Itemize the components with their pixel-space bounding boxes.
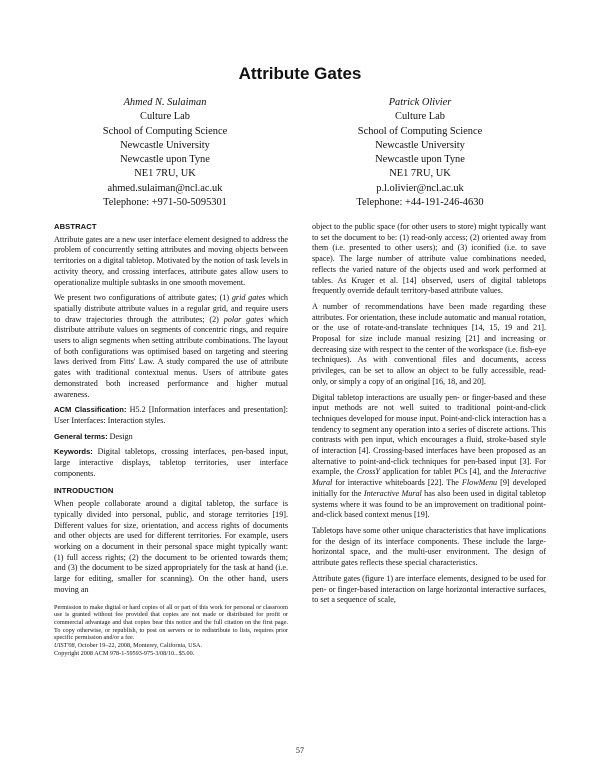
- text-run: Digital tabletop interactions are usually pen- or finger-based and these input methods are not well suited to traditional point-and-click techniques developed for mouse input. Point-and-click interaction has a tendency to segment any operation into a series of discrete actions. This contrasts with pen input, which encourages a fluid, stroke-based style of interaction [4]. Crossing-based interfaces have been proposed as an alternative to point-and-click techniques for pen-based input [3]. For example, the: [312, 392, 546, 477]
- author-postcode: NE1 7RU, UK: [389, 168, 451, 180]
- author-city: Newcastle upon Tyne: [120, 154, 210, 166]
- author-lab: Culture Lab: [140, 111, 190, 123]
- author-university: Newcastle University: [375, 139, 465, 151]
- acm-label: ACM Classification:: [54, 405, 127, 415]
- text-run: [9] developed initially for the: [312, 478, 546, 498]
- general-terms-label: General terms:: [54, 431, 108, 441]
- abstract-heading: ABSTRACT: [54, 222, 97, 231]
- term-polar-gates: polar gates: [223, 314, 264, 324]
- author-name: Ahmed N. Sulaiman: [123, 97, 207, 108]
- introduction-heading: INTRODUCTION: [54, 486, 114, 496]
- author-university: Newcastle University: [120, 139, 210, 151]
- text-run: We present two configurations of attribute gates; (1): [54, 293, 232, 303]
- venue-name: UIST'08: [54, 642, 75, 650]
- left-column: [54, 222, 288, 657]
- author-phone: Telephone: +44-191-246-4630: [356, 197, 484, 209]
- permission-text: Permission to make digital or hard copies of all or part of this work for personal or classroom use is granted without fee provided that copies are not made or distributed for profit or commercial advantage and that copies bear this notice and the full citation on the first page. To copy otherwise, or republish, to post on servers or to redistribute to lists, requires prior specific permission and/or a fee.: [54, 603, 288, 642]
- keywords: [54, 447, 288, 479]
- body-paragraph-4: Tabletops have some other unique characteristics that have implications for the design of its interface components. These include the large-horizontal space, and the multi-user environment. The design of attribute gates reflects these special characteristics.: [312, 525, 546, 568]
- author-block-1: [50, 96, 280, 210]
- body-paragraph-3: [312, 393, 546, 521]
- abstract-paragraph-2: [54, 293, 288, 400]
- author-block-2: [305, 96, 535, 210]
- author-name: Patrick Olivier: [388, 97, 452, 108]
- keywords-text: Digital tabletops, crossing interfaces, pen-based input, large interactive displays, tabletop territories, user interface components.: [54, 447, 288, 478]
- text-run: application for tablet PCs [4], and the: [379, 467, 511, 477]
- text-run: has also been used in digital tabletop systems where it was found to be an improvement on traditional point-and-click based context menus [19].: [312, 488, 546, 520]
- text-run: which spatially distribute attribute values in a regular grid, and require users to draw trajectories through the attributes; (2): [54, 293, 288, 324]
- permission-notice: [54, 604, 288, 658]
- venue-details: , October 19–22, 2008, Monterey, California, USA.: [74, 642, 203, 650]
- term-interactive-mural: Interactive Mural: [363, 488, 422, 498]
- term-flowmenu: FlowMenu: [461, 478, 498, 488]
- author-city: Newcastle upon Tyne: [375, 154, 465, 166]
- author-postcode: NE1 7RU, UK: [134, 168, 196, 180]
- introduction-paragraph-1: When people collaborate around a digital tabletop, the surface is typically divided into personal, public, and storage territories [19]. Different values for size, orientation, and access rights of documents and other objects are used for different territories. For example, users working on a document in their personal space might typically want: (1) full access rights; (2) the document to be oriented towards them; and (3) the document to be sized appropriately for the task at hand (i.e. large for editing, smaller for scanning). On the other hand, users moving an: [54, 499, 288, 594]
- author-school: School of Computing Science: [357, 125, 483, 137]
- body-paragraph-5: Attribute gates (figure 1) are interface elements, designed to be used for pen- or finger-based interaction on large horizontal interactive surfaces, to set a sequence of scale,: [312, 573, 546, 605]
- body-paragraph-1: object to the public space (for other users to store) might typically want to set the document to be: (1) read-only access; (2) oriented away from them (i.e. presented to other users); and (3) iconified (i.e. to save space). The large number of attribute value combinations needed, reflects the varied nature of the objects used and work performed at tables. As Kruger et al. [14] observed, users of digital tabletops frequently override default territory-based attribute values.: [312, 222, 546, 296]
- term-interactive-mural: Interactive Mural: [312, 467, 546, 488]
- page-number: 57: [295, 746, 305, 755]
- term-grid-gates: grid gates: [231, 293, 266, 303]
- author-email: p.l.olivier@ncl.ac.uk: [376, 182, 464, 194]
- right-column: [312, 222, 546, 606]
- term-crossy: CrossY: [356, 467, 380, 477]
- author-lab: Culture Lab: [395, 111, 445, 123]
- author-school: School of Computing Science: [102, 125, 228, 137]
- general-terms-text: Design: [107, 431, 133, 441]
- abstract-paragraph-1: Attribute gates are a new user interface element designed to address the problem of concurrently setting attributes and moving objects between territories on a digital tabletop. Motivated by the notion of task levels in activity theory, and crossing interfaces, attribute gates allow users to operationalize multiple subtasks in one smooth movement.: [54, 234, 288, 287]
- text-run: for interactive whiteboards [22]. The: [332, 478, 462, 488]
- paper-title: Attribute Gates: [238, 64, 362, 83]
- acm-text: H5.2 [Information interfaces and presentation]: User Interfaces: Interaction styles.: [54, 405, 288, 425]
- venue-line: [54, 642, 288, 650]
- general-terms: [54, 432, 288, 443]
- keywords-label: Keywords:: [54, 447, 93, 457]
- copyright-line: Copyright 2008 ACM 978-1-59593-975-3/08/10...$5.00.: [54, 649, 195, 657]
- author-phone: Telephone: +971-50-5095301: [103, 197, 227, 209]
- text-run: which distribute attribute values on segments of concentric rings, and require users to align segments when setting attribute combinations. The layout of both configurations was optimised based on targeting and steering laws derived from Fitts' Law. A study compared the use of attribute gates with traditional contextual menus. Users of attribute gates demonstrated both increased performance and higher mutual awareness.: [54, 314, 289, 399]
- acm-classification: [54, 405, 288, 426]
- body-paragraph-2: A number of recommendations have been made regarding these attributes. For orientation, these include automatic and manual rotation, or the use of rotate-and-translate techniques [14, 15, 19 and 21]. Proposal for size include manual resizing [21] and increasing or decreasing size with respect to the center of the workspace (i.e. fish-eye techniques). As with conventional files and documents, access privileges, can be set to allow an object to be fully accessible, read-only, or simply a copy of an original [16, 18, and 20].: [312, 301, 546, 386]
- author-email: ahmed.sulaiman@ncl.ac.uk: [107, 182, 223, 194]
